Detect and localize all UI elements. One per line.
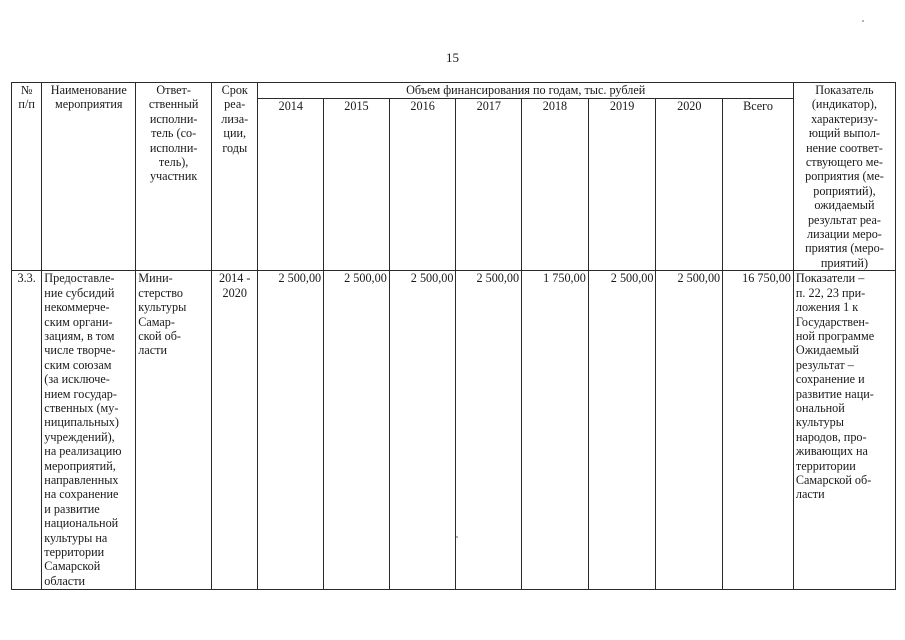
header-term: Срок реа- лиза- ции, годы — [212, 83, 258, 271]
indicator-text: Показатели – п. 22, 23 при- ложения 1 к Государствен- ной программе Ожидаемый результат – сохранение и развитие наци- ональной культуры народов, про- живающих на территории Самарской об- ласти — [793, 271, 895, 590]
amount-cell: 2 500,00 — [389, 271, 456, 590]
amount-cell: 2 500,00 — [456, 271, 522, 590]
responsible-executor: Мини- стерство культуры Самар- ской об- ласти — [136, 271, 212, 590]
amount-cell: 2 500,00 — [588, 271, 656, 590]
amount-cell: 1 750,00 — [522, 271, 589, 590]
program-table — [11, 82, 896, 590]
year-header: 2014 — [258, 99, 324, 271]
year-header: 2018 — [522, 99, 589, 271]
year-header: 2015 — [324, 99, 390, 271]
table-row — [12, 271, 896, 590]
header-num: № п/п — [12, 83, 42, 271]
header-indicator: Показатель (индикатор), характеризу- ющий выпол- нение соответ- ствующего ме- роприятия (ме- роприятий), ожидаемый результат реа- лизации меро- приятия (меро- приятий) — [793, 83, 895, 271]
scan-speck — [862, 20, 864, 22]
year-header: 2016 — [389, 99, 456, 271]
total-header: Всего — [723, 99, 794, 271]
header-name: Наименование мероприятия — [42, 83, 136, 271]
header-row — [12, 83, 896, 99]
scan-speck — [456, 536, 458, 538]
amount-cell: 2 500,00 — [656, 271, 723, 590]
row-number: 3.3. — [12, 271, 42, 590]
implementation-term: 2014 - 2020 — [212, 271, 258, 590]
year-header: 2017 — [456, 99, 522, 271]
page-number: 15 — [446, 50, 459, 65]
header-financing: Объем финансирования по годам, тыс. рублей — [258, 83, 793, 99]
amount-cell: 2 500,00 — [258, 271, 324, 590]
header-responsible: Ответ- ственный исполни- тель (со- исполни- тель), участник — [136, 83, 212, 271]
measure-name: Предоставле- ние субсидий некоммерче- ским органи- зациям, в том числе творче- ским союзам (за исключе- нием государ- ственных (му- ниципальных) учреждений), на реализацию мероприятий, направленных на сохранение и развитие национальной культуры на территории Самарской области — [42, 271, 136, 590]
amount-cell: 2 500,00 — [324, 271, 390, 590]
year-header: 2019 — [588, 99, 656, 271]
year-header: 2020 — [656, 99, 723, 271]
total-amount-cell: 16 750,00 — [723, 271, 794, 590]
